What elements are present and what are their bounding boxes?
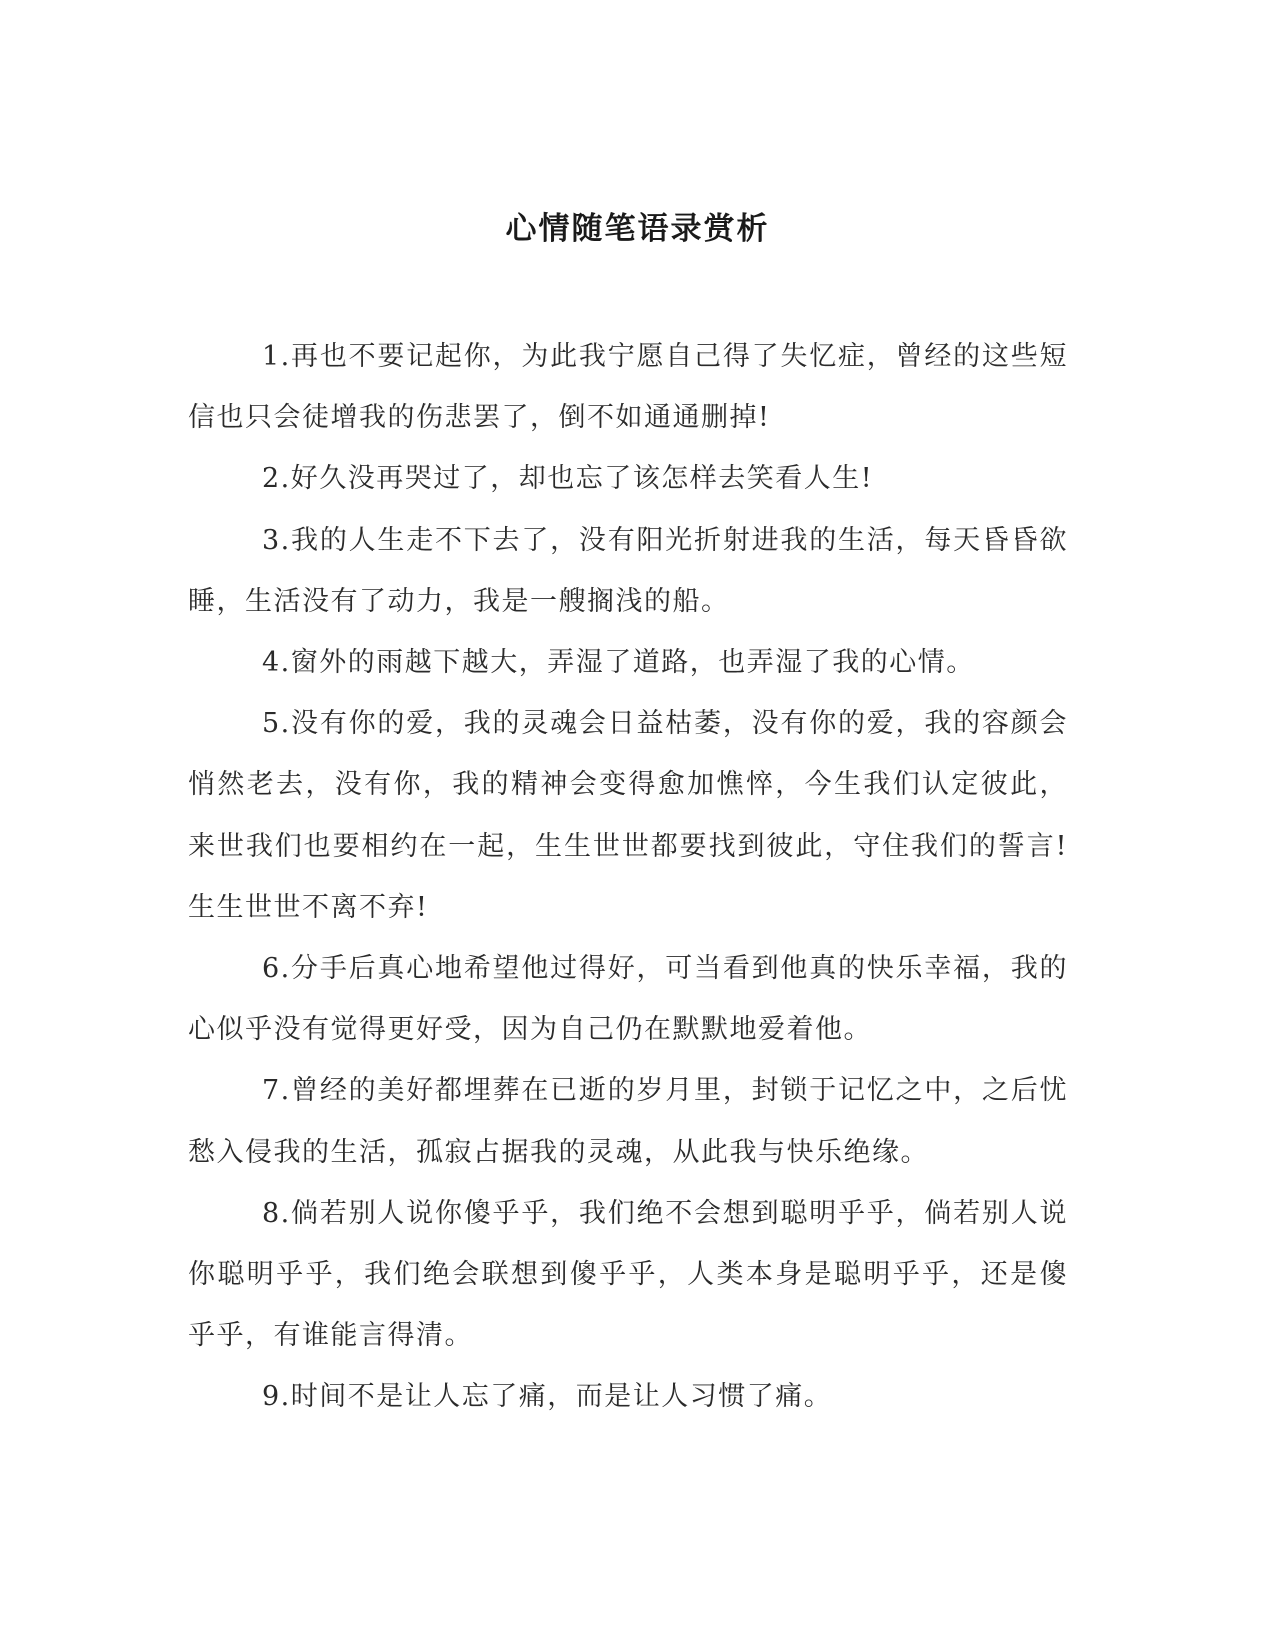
document-body [188, 326, 1068, 1428]
quote-paragraph-9: 9.时间不是让人忘了痛，而是让人习惯了痛。 [262, 1381, 833, 1413]
quote-paragraph-6: 6.分手后真心地希望他过得好，可当看到他真的快乐幸福，我的心似乎没有觉得更好受，因为自己仍在默默地爱着他。 [188, 953, 1068, 1046]
quote-paragraph-5: 5.没有你的爱，我的灵魂会日益枯萎，没有你的爱，我的容颜会悄然老去，没有你，我的精神会变得愈加憔悴，今生我们认定彼此，来世我们也要相约在一起，生生世世都要找到彼此，守住我们的誓言!生生世世不离不弃! [188, 708, 1068, 923]
quote-paragraph-7: 7.曾经的美好都埋葬在已逝的岁月里，封锁于记忆之中，之后忧愁入侵我的生活，孤寂占据我的灵魂，从此我与快乐绝缘。 [188, 1075, 1068, 1168]
document-title: 心情随笔语录赏析 [505, 211, 770, 247]
quote-paragraph-2: 2.好久没再哭过了，却也忘了该怎样去笑看人生! [262, 463, 874, 495]
quote-paragraph-3: 3.我的人生走不下去了，没有阳光折射进我的生活，每天昏昏欲睡，生活没有了动力，我是一艘搁浅的船。 [188, 524, 1068, 617]
quote-paragraph-4: 4.窗外的雨越下越大，弄湿了道路，也弄湿了我的心情。 [262, 647, 975, 679]
quote-paragraph-1: 1.再也不要记起你，为此我宁愿自己得了失忆症，曾经的这些短信也只会徒增我的伤悲罢了，倒不如通通删掉! [188, 341, 1068, 434]
quote-paragraph-8: 8.倘若别人说你傻乎乎，我们绝不会想到聪明乎乎，倘若别人说你聪明乎乎，我们绝会联想到傻乎乎，人类本身是聪明乎乎，还是傻乎乎，有谁能言得清。 [188, 1197, 1068, 1352]
